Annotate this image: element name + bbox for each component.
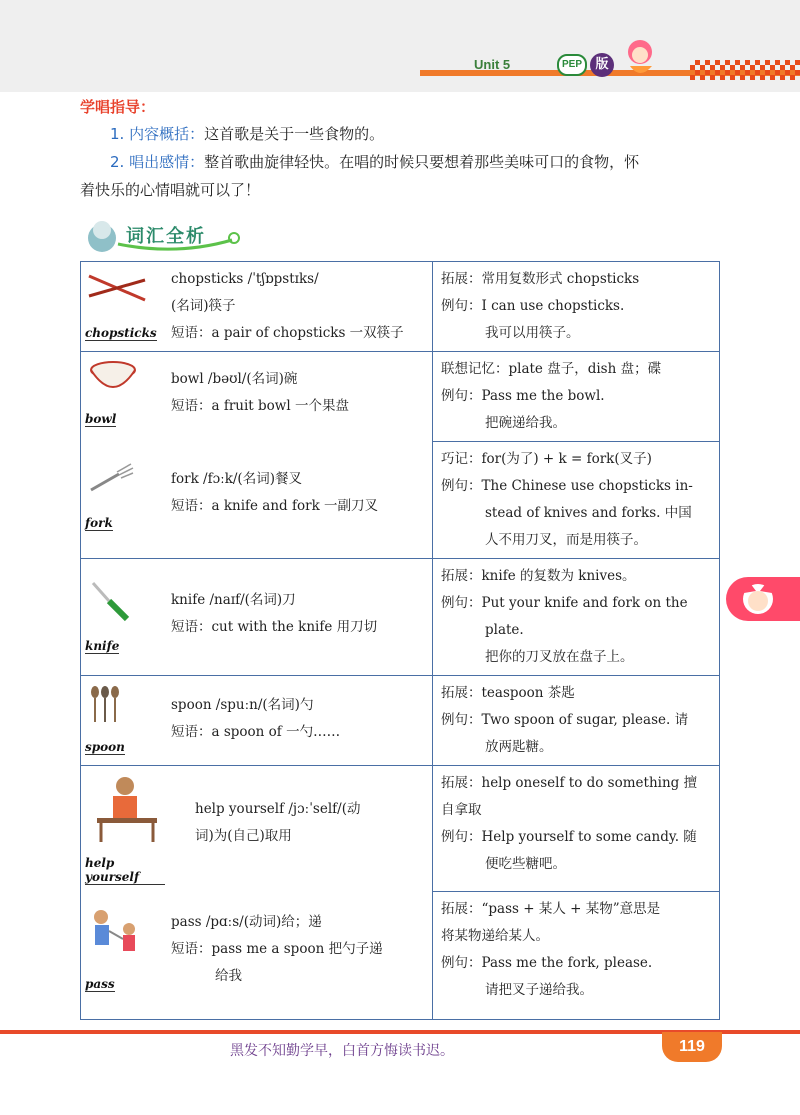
example-line: 巧记：for(为了) + k = fork(叉子) xyxy=(441,451,652,467)
definition-line: 短语：a pair of chopsticks 一双筷子 xyxy=(171,325,404,341)
spoon-icon xyxy=(85,684,125,724)
table-row xyxy=(81,262,720,352)
table-row xyxy=(81,766,720,892)
example-cell xyxy=(433,352,720,442)
definition-line: 短语：a knife and fork 一副刀叉 xyxy=(171,497,379,514)
example-line: 人不用刀叉，而是用筷子。 xyxy=(485,532,647,548)
guide-item-2 xyxy=(110,148,639,176)
word-picture-cell xyxy=(81,766,166,892)
example-line: 把碗递给我。 xyxy=(485,415,566,431)
guide-item-2-label: 2. 唱出感情： xyxy=(110,153,205,171)
definition-line: spoon /spuːn/(名词)勺 xyxy=(171,697,314,713)
definition-line: help yourself /jɔːˈself/(动 xyxy=(195,801,361,817)
definition-cell xyxy=(165,559,433,676)
footer-motto: 黑发不知勤学早，白首方悔读书迟。 xyxy=(230,1043,454,1059)
guide-item-1-label: 1. 内容概括： xyxy=(110,125,205,143)
example-line: 例句：The Chinese use chopsticks in- xyxy=(441,478,693,494)
example-line: 请把叉子递给我。 xyxy=(485,981,593,998)
guide-item-2-text: 整首歌曲旋律轻快。在唱的时候只要想着那些美味可口的食物，怀 xyxy=(204,153,640,171)
example-line: 例句：Put your knife and fork on the xyxy=(441,595,688,611)
pep-badge: PEP xyxy=(557,54,587,76)
definition-line: 词)为(自己)取用 xyxy=(195,828,292,844)
example-cell xyxy=(433,262,720,352)
definition-line: 短语：cut with the knife 用刀切 xyxy=(171,619,378,635)
picture-word: pass xyxy=(85,977,115,991)
example-line: 例句：Two spoon of sugar, please. 请 xyxy=(441,712,689,728)
example-line: 拓展：teaspoon 茶匙 xyxy=(441,685,575,701)
bowl-icon xyxy=(85,356,145,396)
example-line: 例句：Pass me the fork, please. xyxy=(441,954,653,971)
example-line: 例句：I can use chopsticks. xyxy=(441,298,625,314)
table-row xyxy=(81,891,720,1019)
chopsticks-icon xyxy=(85,266,151,310)
side-tab xyxy=(726,577,800,621)
definition-line: chopsticks /ˈtʃɒpstɪks/ xyxy=(171,271,319,287)
word-picture-cell xyxy=(81,676,166,766)
definition-line: 短语：a spoon of 一勺…… xyxy=(171,724,341,740)
definition-cell xyxy=(165,262,433,352)
example-cell xyxy=(433,891,720,1019)
example-line: 拓展：knife 的复数为 knives。 xyxy=(441,568,636,584)
guide-item-2-cont: 着快乐的心情唱就可以了！ xyxy=(80,181,261,199)
word-picture-cell xyxy=(81,352,166,442)
definition-cell xyxy=(165,766,433,892)
picture-word: knife xyxy=(85,639,120,653)
example-line: 例句：Help yourself to some candy. 随 xyxy=(441,829,697,845)
example-cell xyxy=(433,559,720,676)
example-line: 拓展：help oneself to do something 擅 xyxy=(441,775,698,791)
definition-line: pass /pɑːs/(动词)给；递 xyxy=(171,914,322,930)
table-row xyxy=(81,442,720,559)
definition-cell xyxy=(165,891,433,1019)
example-cell xyxy=(433,442,720,559)
cartoon-mascot-icon xyxy=(738,579,778,619)
header-band xyxy=(0,0,800,92)
example-cell xyxy=(433,676,720,766)
help-yourself-icon xyxy=(85,774,165,844)
word-picture-cell xyxy=(81,891,166,1019)
definition-line: 短语：pass me a spoon 把勺子递 xyxy=(171,941,383,957)
definition-line: (名词)筷子 xyxy=(171,298,236,314)
example-line: 将某物递给某人。 xyxy=(441,927,549,944)
vocab-table xyxy=(80,261,720,1020)
definition-line: bowl /bəʊl/(名词)碗 xyxy=(171,371,298,387)
word-picture-cell xyxy=(81,262,166,352)
example-line: 拓展：常用复数形式 chopsticks xyxy=(441,271,640,287)
picture-word: spoon xyxy=(85,740,125,754)
definition-cell xyxy=(165,352,433,442)
picture-word: chopsticks xyxy=(85,326,157,340)
guide-item-1-text: 这首歌是关于一些食物的。 xyxy=(204,125,385,143)
example-line: stead of knives and forks. 中国 xyxy=(485,505,692,521)
edition-badge: 版 xyxy=(590,53,614,77)
picture-word: fork xyxy=(85,515,113,530)
word-picture-cell xyxy=(81,559,166,676)
knife-icon xyxy=(85,579,135,623)
example-line: 放两匙糖。 xyxy=(485,739,553,755)
example-line: 把你的刀叉放在盘子上。 xyxy=(485,649,634,665)
vocab-title: 词汇全析 xyxy=(126,226,206,247)
definition-cell xyxy=(165,676,433,766)
unit-label: Unit 5 xyxy=(474,57,511,72)
example-line: 便吃些糖吧。 xyxy=(485,856,566,872)
cartoon-girl-icon xyxy=(618,36,666,80)
fork-icon xyxy=(85,460,135,500)
guide-item-1 xyxy=(110,120,384,148)
definition-cell xyxy=(165,442,433,559)
definition-line: 短语：a fruit bowl 一个果盘 xyxy=(171,398,349,414)
example-line: 例句：Pass me the bowl. xyxy=(441,388,605,404)
definition-line: knife /naɪf/(名词)刀 xyxy=(171,592,296,608)
example-line: 自拿取 xyxy=(441,802,482,818)
picture-word: bowl xyxy=(85,412,117,426)
example-line: 我可以用筷子。 xyxy=(485,325,580,341)
example-line: 拓展：“pass + 某人 + 某物”意思是 xyxy=(441,900,661,917)
picture-word: help yourself xyxy=(85,856,165,885)
example-cell xyxy=(433,766,720,892)
example-line: plate. xyxy=(485,622,524,638)
definition-line: fork /fɔːk/(名词)餐叉 xyxy=(171,470,302,487)
table-row xyxy=(81,352,720,442)
guide-title: 学唱指导： xyxy=(80,98,156,116)
table-row xyxy=(81,559,720,676)
example-line: 联想记忆：plate 盘子，dish 盘；碟 xyxy=(441,361,662,377)
word-picture-cell xyxy=(81,442,166,559)
pass-icon xyxy=(85,907,145,961)
page-number: 119 xyxy=(662,1032,722,1062)
table-row xyxy=(81,676,720,766)
checker-decoration xyxy=(690,60,800,80)
definition-line: 给我 xyxy=(215,968,242,984)
